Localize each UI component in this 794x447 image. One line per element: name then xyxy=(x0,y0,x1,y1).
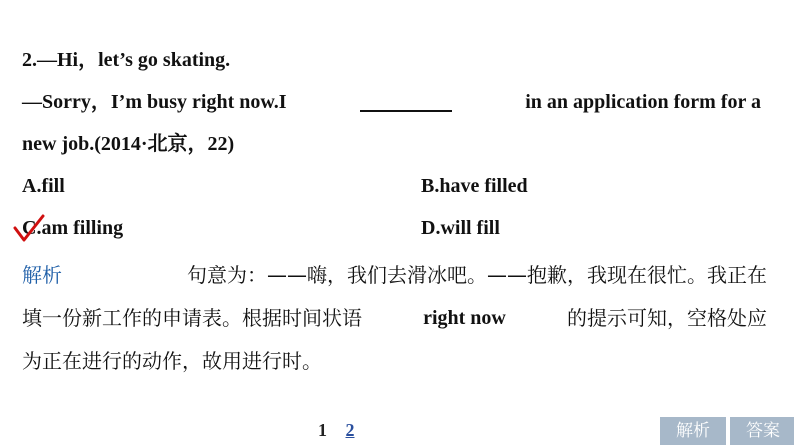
question-text: 2.—Hi，let’s go skating. xyxy=(22,49,231,71)
question-text-after-blank: in an application form for a xyxy=(525,91,761,113)
analysis-line-1 xyxy=(22,263,767,287)
page-link-1[interactable]: 1 xyxy=(318,420,327,440)
answer-button[interactable]: 答案 xyxy=(730,417,794,445)
option-c: C.am filling xyxy=(22,217,124,239)
option-b: B.have filled xyxy=(421,175,528,197)
question-source: new job.(2014·北京，22) xyxy=(22,133,235,155)
analysis-keyword: right now xyxy=(423,307,506,329)
question-text-before-blank: —Sorry，I’m busy right now.I xyxy=(22,91,287,113)
answer-blank xyxy=(360,90,452,112)
option-a: A.fill xyxy=(22,175,65,197)
analysis-label: 解析 xyxy=(22,263,62,287)
analysis-text-3: 为正在进行的动作，故用进行时。 xyxy=(22,349,322,373)
analysis-button[interactable]: 解析 xyxy=(660,417,726,445)
question-line-3 xyxy=(22,132,234,156)
option-d: D.will fill xyxy=(421,217,500,239)
page-link-2[interactable]: 2 xyxy=(345,420,355,440)
correct-checkmark-icon xyxy=(12,214,46,244)
analysis-text-2b: 的提示可知，空格处应 xyxy=(566,306,767,330)
analysis-line-2 xyxy=(22,306,767,330)
analysis-text-2a: 填一份新工作的申请表。根据时间状语 xyxy=(22,306,362,330)
pagination xyxy=(318,420,355,441)
question-line-2 xyxy=(22,90,761,114)
question-line-1 xyxy=(22,48,230,72)
analysis-line-3 xyxy=(22,349,322,373)
analysis-text-1: 句意为：——嗨，我们去滑冰吧。——抱歉，我现在很忙。我正在 xyxy=(187,263,767,287)
